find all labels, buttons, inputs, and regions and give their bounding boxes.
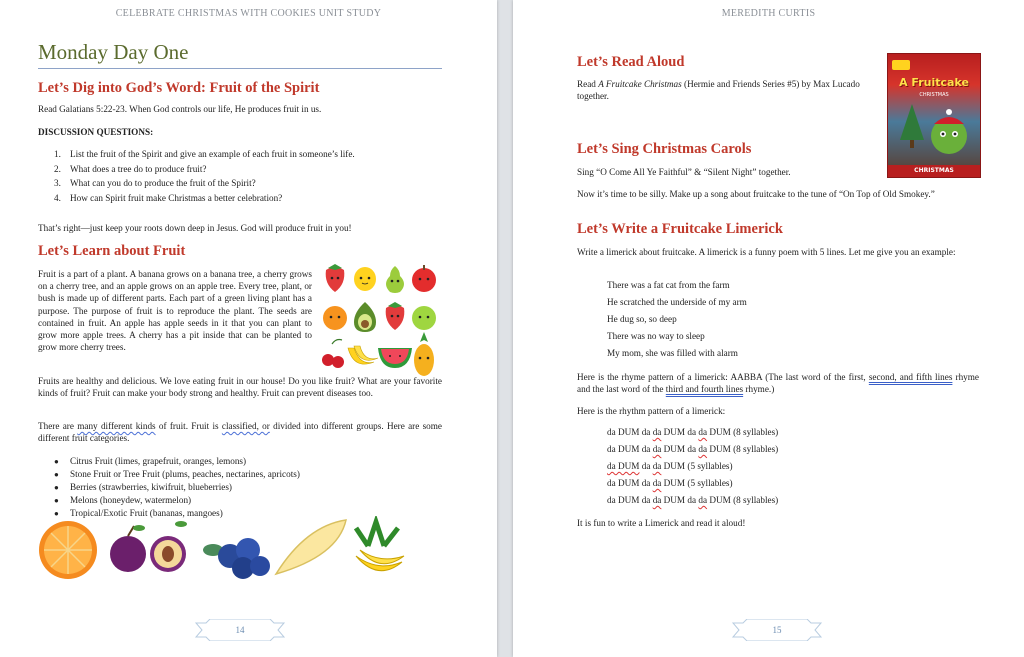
heading-learn-fruit: Let’s Learn about Fruit bbox=[38, 243, 186, 259]
fruit-characters-illustration bbox=[320, 262, 442, 380]
poem-line-2: He scratched the underside of my arm bbox=[607, 297, 747, 307]
series-badge bbox=[892, 60, 910, 70]
discussion-list bbox=[54, 147, 355, 205]
orange-slice-icon bbox=[39, 521, 97, 579]
category-melons: ● Melons (honeydew, watermelon) bbox=[54, 495, 192, 505]
running-head-left: CELEBRATE CHRISTMAS WITH COOKIES UNIT STUDY bbox=[115, 8, 382, 19]
category-stone: ● Stone Fruit or Tree Fruit (plums, peaches, nectarines, apricots) bbox=[54, 469, 300, 479]
category-citrus: ● Citrus Fruit (limes, grapefruit, oranges, lemons) bbox=[54, 456, 247, 466]
grammar-flag-second-fifth: second, and fifth lines bbox=[868, 372, 953, 382]
plum-half-icon bbox=[150, 521, 187, 572]
fruit-strip-illustration bbox=[38, 516, 418, 582]
question-1: 1. List the fruit of the Spirit and give an example of each fruit in someone’s life. bbox=[54, 149, 355, 159]
cover-subtitle: CHRISTMAS bbox=[919, 92, 949, 98]
closing-text: It is fun to write a Limerick and read it aloud! bbox=[577, 518, 746, 528]
heading-sing-carols: Let’s Sing Christmas Carols bbox=[577, 141, 752, 157]
pineapple-icon bbox=[414, 332, 434, 376]
blueberries-icon bbox=[203, 538, 270, 579]
orange-icon bbox=[323, 306, 347, 330]
banana-icon bbox=[348, 346, 378, 364]
rhythm-line-3: da DUM da da DUM (5 syllables) bbox=[607, 461, 733, 471]
page-15 bbox=[513, 0, 1024, 657]
category-tropical: ● Tropical/Exotic Fruit (bananas, mangoes) bbox=[54, 508, 223, 518]
rhythm-line-5: da DUM da da DUM da da DUM (8 syllables) bbox=[607, 495, 779, 505]
fruit-paragraph-3: There are many different kinds of fruit. Fruit is classified, or divided into different groups. Here are some different fruit categories. bbox=[38, 421, 443, 444]
poem-line-3: He dug so, so deep bbox=[607, 314, 677, 324]
cherry-icon bbox=[322, 340, 344, 369]
limerick-intro: Write a limerick about fruitcake. A limerick is a funny poem with 5 lines. Let me give you an example: bbox=[577, 247, 956, 257]
chapter-title: Monday Day One bbox=[38, 40, 442, 69]
silly-song-text: Now it’s time to be silly. Make up a song about fruitcake to the tune of “On Top of Old Smokey.” bbox=[577, 189, 935, 199]
question-3: 3. What can you do to produce the fruit of the Spirit? bbox=[54, 178, 256, 188]
question-4: 4. How can Spirit fruit make Christmas a better celebration? bbox=[54, 192, 283, 203]
fruit-paragraph-1: Fruit is a part of a plant. A banana grows on a banana tree, a cherry grows on a cherry tree, and an apple grows on an apple tree. Every tree, plant, or bush is made up of different parts. Each part of a green living plant has a purpose. The purpose of fruit is to reproduce the plant. The seeds are contained in fruit. An apple has apple seeds in it that you can plant to grow more apple trees. A cherry has a pit inside that can be planted to grow more cherry trees. bbox=[38, 269, 312, 353]
melon-slice-icon bbox=[276, 520, 346, 574]
question-2: 2. What does a tree do to produce fruit? bbox=[54, 163, 207, 174]
pear-icon bbox=[386, 266, 404, 293]
heading-read-aloud: Let’s Read Aloud bbox=[577, 54, 685, 70]
strawberry-icon bbox=[326, 264, 345, 292]
cover-band: CHRISTMAS bbox=[888, 165, 980, 177]
limerick-poem bbox=[607, 277, 747, 362]
lemon-icon bbox=[354, 267, 376, 291]
poem-line-1: There was a fat cat from the farm bbox=[607, 280, 730, 290]
strawberry-2-icon bbox=[386, 302, 405, 330]
cover-art-icon bbox=[894, 100, 974, 160]
gods-word-close: That’s right—just keep your roots down deep in Jesus. God will produce fruit in you! bbox=[38, 223, 352, 233]
page-14 bbox=[0, 0, 497, 657]
category-berries: ● Berries (strawberries, kiwifruit, blueberries) bbox=[54, 482, 232, 492]
avocado-icon bbox=[354, 302, 376, 332]
gods-word-intro: Read Galatians 5:22-23. When God controls our life, He produces fruit in us. bbox=[38, 104, 322, 114]
heading-write-limerick: Let’s Write a Fruitcake Limerick bbox=[577, 221, 783, 237]
fruit-categories-list bbox=[54, 455, 300, 520]
book-cover-fruitcake-christmas bbox=[887, 53, 981, 178]
page-number-left: 14 bbox=[194, 619, 286, 641]
heading-gods-word: Let’s Dig into God’s Word: Fruit of the Spirit bbox=[38, 80, 320, 96]
banana-bunch-icon bbox=[356, 522, 404, 571]
green-apple-icon bbox=[412, 306, 436, 330]
apple-icon bbox=[412, 265, 436, 292]
poem-line-4: There was no way to sleep bbox=[607, 331, 705, 341]
rhythm-line-2: da DUM da da DUM da da DUM (8 syllables) bbox=[607, 444, 779, 454]
running-head-right: MEREDITH CURTIS bbox=[721, 8, 816, 19]
sing-carols-text: Sing “O Come All Ye Faithful” & “Silent Night” together. bbox=[577, 167, 791, 177]
rhythm-line-1: da DUM da da DUM da da DUM (8 syllables) bbox=[607, 427, 779, 437]
watermelon-icon bbox=[378, 348, 412, 368]
grammar-flag-classified: classified, or bbox=[221, 421, 270, 431]
poem-line-5: My mom, she was filled with alarm bbox=[607, 348, 738, 358]
cover-title: A Fruitcake bbox=[899, 76, 969, 89]
page-gap bbox=[497, 0, 513, 657]
grammar-flag-third-fourth: third and fourth lines bbox=[665, 384, 744, 395]
plum-icon bbox=[110, 525, 146, 572]
read-aloud-text: Read A Fruitcake Christmas (Hermie and Friends Series #5) by Max Lucado together. bbox=[577, 79, 860, 102]
rhyme-pattern-text: Here is the rhyme pattern of a limerick: AABBA (The last word of the first, second, and fifth lines rhyme and the last word of the third and fourth lines rhyme.) bbox=[577, 372, 979, 395]
rhythm-pattern bbox=[607, 424, 778, 509]
grammar-flag-many-kinds: many different kinds bbox=[77, 421, 156, 431]
rhythm-line-4: da DUM da da DUM (5 syllables) bbox=[607, 478, 733, 488]
discussion-label: DISCUSSION QUESTIONS: bbox=[38, 127, 154, 137]
page-number-right: 15 bbox=[731, 619, 823, 641]
fruit-paragraph-2: Fruits are healthy and delicious. We love eating fruit in our house! Do you like fruit? What are your favorite kinds of fruit? Fruit can make your body strong and healthy. Fruit can prevent diseases too. bbox=[38, 376, 442, 399]
rhythm-label: Here is the rhythm pattern of a limerick: bbox=[577, 406, 726, 416]
